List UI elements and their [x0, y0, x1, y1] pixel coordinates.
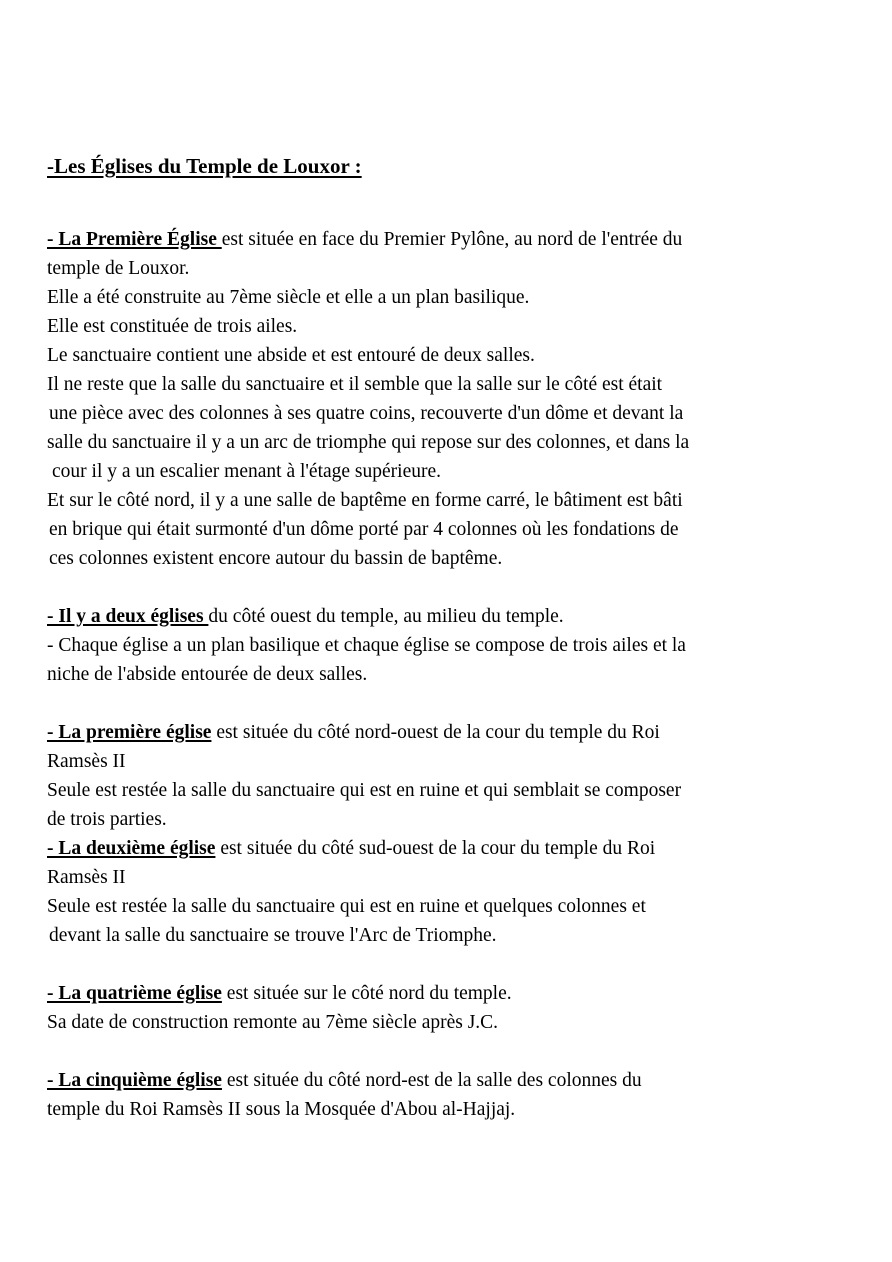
title-spacer	[47, 181, 847, 225]
paragraph-text: est située sur le côté nord du temple.	[221, 983, 512, 1004]
paragraph-text: est située du côté nord-est de la salle des colonnes du	[221, 1070, 642, 1091]
paragraph-line: - Chaque église a un plan basilique et chaque église se compose de trois ailes et la	[47, 635, 686, 656]
section-lead-label: - Il y a deux églises	[47, 606, 209, 627]
paragraph-line: Seule est restée la salle du sanctuaire qui est en ruine et quelques colonnes et	[47, 896, 646, 917]
section-lead-label: - La première église	[47, 722, 212, 743]
paragraph-line: une pièce avec des colonnes à ses quatre coins, recouverte d'un dôme et devant la	[49, 403, 684, 424]
section-deux-eglises	[47, 602, 847, 689]
section-lead-label: - La deuxième église	[47, 838, 216, 859]
paragraph-line: ces colonnes existent encore autour du bassin de baptême.	[49, 548, 503, 569]
paragraph-line: Ramsès II	[47, 751, 126, 772]
paragraph-line: en brique qui était surmonté d'un dôme porté par 4 colonnes où les fondations de	[49, 519, 679, 540]
paragraph-line: niche de l'abside entourée de deux salles.	[47, 664, 368, 685]
section-lead-label: - La Première Église	[47, 229, 222, 250]
paragraph-line: Il ne reste que la salle du sanctuaire et il semble que la salle sur le côté est était	[47, 374, 663, 395]
paragraph-line: temple du Roi Ramsès II sous la Mosquée d'Abou al-Hajjaj.	[47, 1099, 516, 1120]
paragraph-line	[47, 225, 847, 254]
document-body	[47, 152, 847, 1124]
paragraph-text: est située du côté sud-ouest de la cour du temple du Roi	[215, 838, 656, 859]
paragraph-text: est située du côté nord-ouest de la cour du temple du Roi	[211, 722, 660, 743]
page-title	[47, 152, 847, 181]
section-lead-label: - La quatrième église	[47, 983, 222, 1004]
section-deuxieme-eglise	[47, 834, 847, 950]
page-title-text: -Les Églises du Temple de Louxor :	[47, 154, 362, 178]
paragraph-line	[47, 602, 847, 631]
paragraph-line: Seule est restée la salle du sanctuaire qui est en ruine et qui semblait se composer	[47, 780, 682, 801]
paragraph-line: de trois parties.	[47, 809, 167, 830]
paragraph-text: est située en face du Premier Pylône, au nord de l'entrée du	[221, 229, 683, 250]
paragraph-line: Et sur le côté nord, il y a une salle de baptême en forme carré, le bâtiment est bâti	[47, 490, 683, 511]
paragraph-line: Le sanctuaire contient une abside et est entouré de deux salles.	[47, 345, 535, 366]
section-premiere-eglise	[47, 225, 847, 573]
section-quatrieme-eglise	[47, 979, 847, 1037]
paragraph-line	[47, 1066, 847, 1095]
section-spacer	[47, 573, 847, 602]
paragraph-line: salle du sanctuaire il y a un arc de triomphe qui repose sur des colonnes, et dans la	[47, 432, 690, 453]
paragraph-line: Ramsès II	[47, 867, 126, 888]
paragraph-line: cour il y a un escalier menant à l'étage supérieure.	[52, 461, 442, 482]
section-premiere-eglise-ramses	[47, 718, 847, 834]
section-spacer	[47, 689, 847, 718]
paragraph-line	[47, 834, 847, 863]
paragraph-line: Elle est constituée de trois ailes.	[47, 316, 298, 337]
paragraph-line: Sa date de construction remonte au 7ème siècle après J.C.	[47, 1012, 499, 1033]
paragraph-line: temple de Louxor.	[47, 258, 190, 279]
section-spacer	[47, 950, 847, 979]
paragraph-line: Elle a été construite au 7ème siècle et elle a un plan basilique.	[47, 287, 530, 308]
paragraph-line	[47, 979, 847, 1008]
paragraph-line	[47, 718, 847, 747]
paragraph-text: du côté ouest du temple, au milieu du temple.	[208, 606, 564, 627]
section-lead-label: - La cinquième église	[47, 1070, 222, 1091]
section-spacer	[47, 1037, 847, 1066]
section-cinquieme-eglise	[47, 1066, 847, 1124]
paragraph-line: devant la salle du sanctuaire se trouve l'Arc de Triomphe.	[49, 925, 497, 946]
